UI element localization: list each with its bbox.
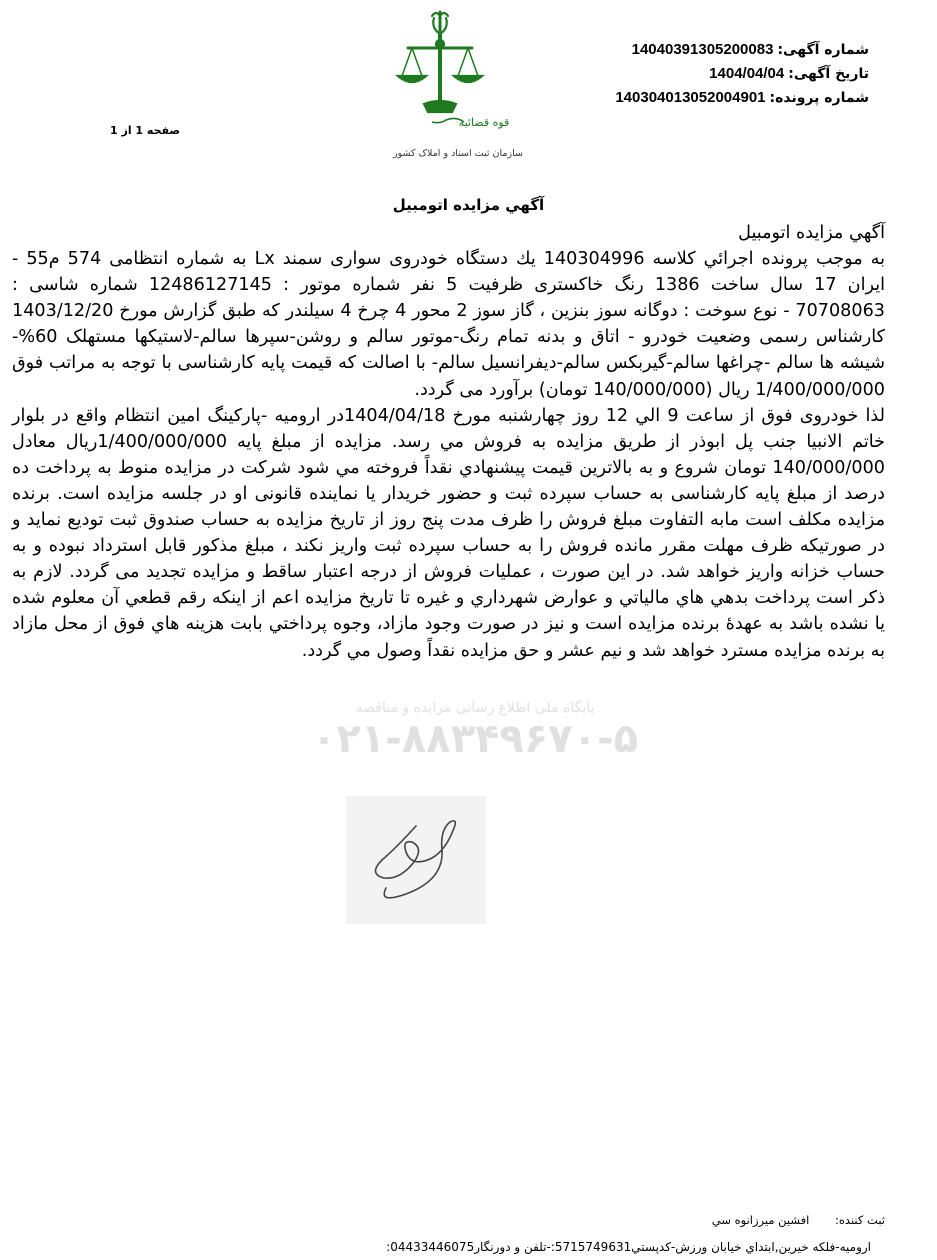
ad-number: 14040391305200083 xyxy=(631,41,774,58)
ad-number-label: شماره آگهی: xyxy=(777,42,869,58)
emblem-caption-judiciary: قوه قضائیه xyxy=(458,116,510,129)
announcement-body xyxy=(12,220,885,664)
judiciary-emblem-icon xyxy=(372,4,547,164)
ad-date-row xyxy=(615,62,869,86)
page-title: آگهي مزايده اتومبيل xyxy=(392,196,545,214)
ad-meta xyxy=(615,38,869,110)
case-number-row xyxy=(615,86,869,110)
watermark-phone: ۰۲۱-۸۸۳۴۹۶۷۰-۵ xyxy=(311,716,639,762)
announcement-lead: آگهي مزايده اتومبيل xyxy=(738,223,885,243)
emblem-caption-registry: سازمان ثبت اسناد و املاک کشور xyxy=(393,148,523,159)
watermark-text: پایگاه ملی اطلاع رسانی مزایده و مناقصه xyxy=(355,700,595,716)
ad-number-row xyxy=(615,38,869,62)
page-number: صفحه 1 از 1 xyxy=(110,124,181,137)
announcement-paragraph-2: لذا خودروی فوق از ساعت 9 الي 12 روز چهارشنبه مورخ 1404/04/18در ارومیه -پارکینگ امین انتظام واقع در بلوار خاتم الانبیا جنب پل ابوذر از طريق مزايده به فروش مي رسد. مزايده از مبلغ پايه 1/400/000/000ریال معادل 140/000/000 تومان شروع و به بالاترين قيمت پيشنهادي نقداً فروخته مي شود شركت در مزايده منوط به پرداخت ده درصد از مبلغ پايه كارشناسی به حساب سپرده ثبت و حضور خريدار يا نماينده قانونی او در جلسه مزايده است. برنده مزايده مكلف است مابه التفاوت مبلغ فروش را ظرف مدت پنج روز از تاريخ مزايده به حساب صندوق ثبت توديع نمايد و در صورتيكه ظرف مهلت مقرر مانده فروش را به حساب سپرده ثبت واريز نكند ، مبلغ مذكور قابل استرداد نبوده و به حساب خزانه واريز خواهد شد. در اين صورت ، عمليات فروش از درجه اعتبار ساقط و مزايده تجديد می گردد. لازم به ذكر است پرداخت بدهي هاي مالياتي و عوارض شهرداري و غيره تا تاريخ مزايده اعم از اينكه رقم قطعي آن معلوم شده يا نشده باشد به عهدهٔ برنده مزايده است و نيز در صورت وجود مازاد، وجوه پرداختي بابت هزينه هاي فوق از محل مازاد به برنده مزايده مسترد خواهد شد و نيم عشر و حق مزايده نقداً وصول مي گردد. xyxy=(12,405,885,661)
signature-image xyxy=(346,796,486,924)
case-number-label: شماره پرونده: xyxy=(769,90,869,106)
ad-date-label: تاریخ آگهی: xyxy=(788,66,869,82)
announcement-paragraph-1: به موجب پرونده اجرائي كلاسه 140304996 يك دستگاه خودروی سواری سمند Lx به شماره انتظامی 574 م55 - ایران 17 سال ساخت 1386 رنگ خاکستری ظرفیت 5 نفر شماره موتور : 12486127145 شماره شاسی : 70708063 - نوع سوخت : دوگانه سوز بنزین ، گاز سوز 2 محور 4 چرخ 4 سیلندر که طبق گزارش مورخ 1403/12/20 کارشناس رسمی وضعیت خودرو - اتاق و بدنه تمام رنگ-موتور سالم و روشن-سپرها سالم-لاستیکها مستهلک 60%- شیشه ها سالم -چراغها سالم-گیربکس سالم-دیفرانسیل سالم- با اصالت که قیمت پایه کارشناسی با توجه به مراتب فوق 1/400/000/000 ریال (140/000/000 تومان) برآورد می گردد. xyxy=(12,249,885,400)
case-number: 140304013052004901 xyxy=(615,89,766,106)
office-address: اروميه-فلكه خيرين,ابتداي خيابان ورزش-كدپستي5715749631:-تلفن و دورنگار04433446075: xyxy=(386,1240,871,1254)
registrar-name: افشین میرزانوه سي xyxy=(711,1213,810,1227)
ad-date: 1404/04/04 xyxy=(709,65,785,82)
registrar xyxy=(712,1213,885,1227)
registrar-label: ثبت کننده: xyxy=(835,1213,885,1227)
